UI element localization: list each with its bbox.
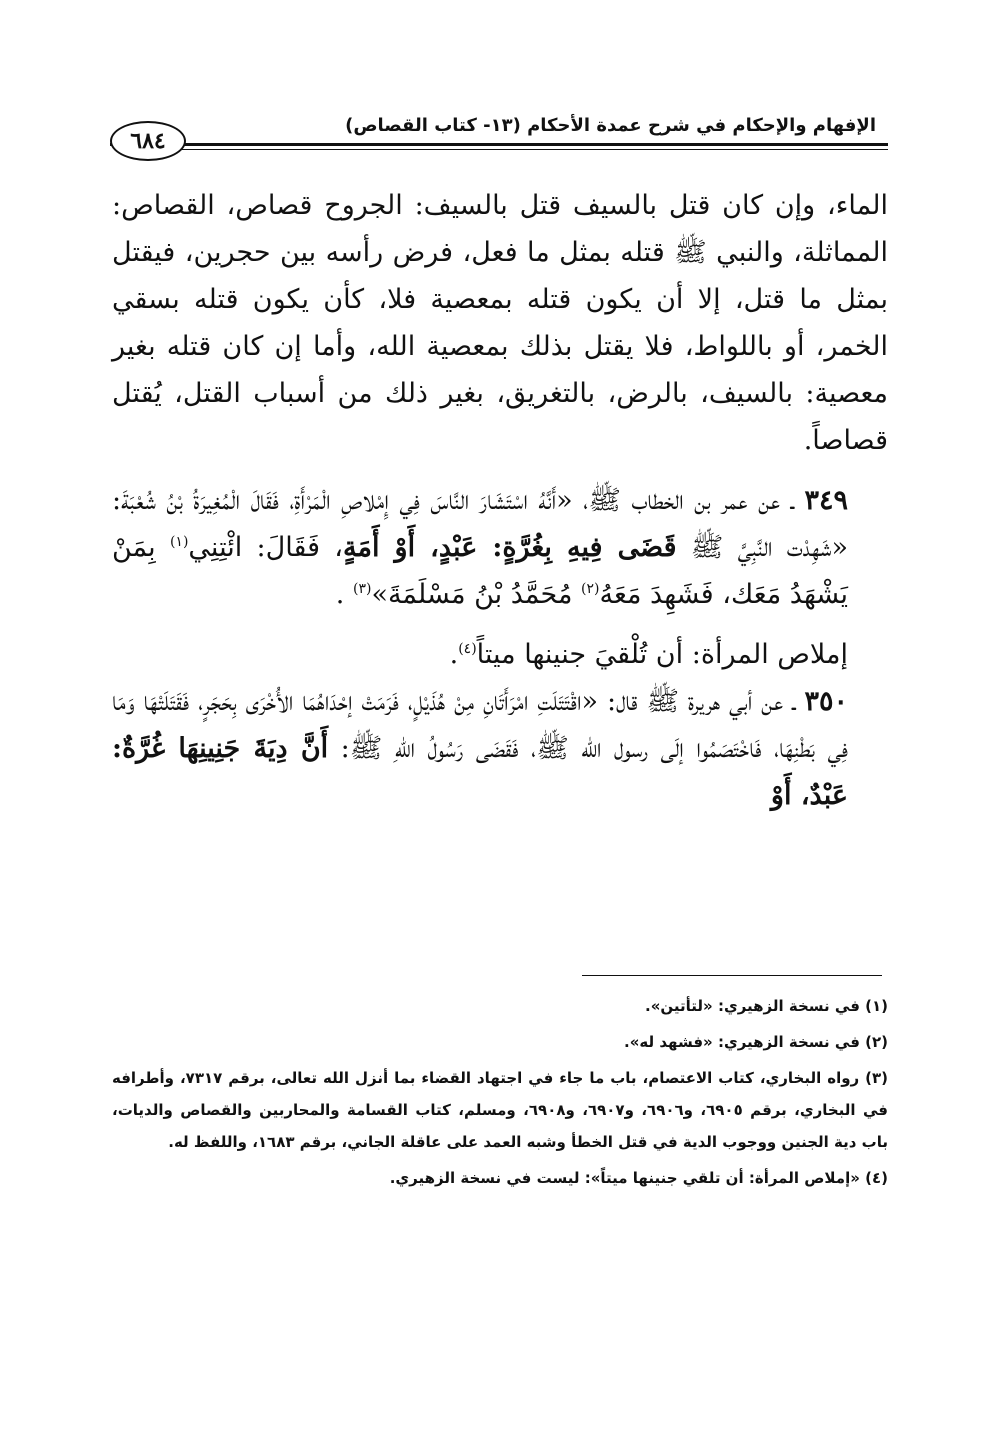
page-number: ٦٨٤ bbox=[110, 121, 186, 161]
footnote-2: (٢) في نسخة الزهيري: «فشهد له». bbox=[624, 1033, 888, 1051]
hadith-text: ، فَقَالَ: ائْتِنِي bbox=[188, 532, 343, 563]
note-text: إملاص المرأة: أن تُلْقيَ جنينها ميتاً bbox=[476, 639, 848, 670]
hadith-text: بِمَنْ يَشْهَدُ مَعَك، فَشَهِدَ مَعَهُ bbox=[112, 532, 848, 610]
hadith-emphasis: أَنَّ دِيَةَ جَنِينِهَا غُرَّةٌ: عَبْدٌ، أَوْ bbox=[112, 733, 848, 811]
hadith-number: ٣٤٩ bbox=[804, 485, 848, 516]
footnote-3: (٣) رواه البخاري، كتاب الاعتصام، باب ما جاء في اجتهاد القضاء بما أنزل الله تعالى، برقم ٧٣١٧، وأطرافه في البخاري، برقم ٦٩٠٥، و٦٩٠٦، و٦٩٠٧، و٦٩٠٨، ومسلم، كتاب القسامة والمحاربين والقصاص والديات، باب دية الجنين ووجوب الدية في قتل الخطأ وشبه العمد على عاقلة الجاني، برقم ١٦٨٣، واللفظ له. bbox=[112, 1069, 889, 1151]
hadith-350 bbox=[112, 678, 888, 819]
paragraph-commentary: الماء، وإن كان قتل بالسيف قتل بالسيف: الجروح قصاص، القصاص: المماثلة، والنبي ﷺ قتله بمثل ما فعل، فرض رأسه بين حجرين، فيقتل بمثل ما قتل، إلا أن يكون قتله بمعصية فلا، كأن يكون قتله بسقي الخمر، أو باللواط، فلا يقتل بذلك بمعصية الله، وأما إن كان قتله بغير معصية: بالسيف، بالرض، بالتغريق، بغير ذلك من أسباب القتل، يُقتل قصاصاً. bbox=[112, 190, 888, 456]
footnote-ref[interactable]: (١) bbox=[169, 534, 189, 550]
note-text: . bbox=[449, 639, 459, 670]
header-rule-thick bbox=[110, 143, 888, 146]
hadith-text: مُحَمَّدُ بْنُ مَسْلَمَةَ» bbox=[371, 579, 582, 610]
hadith-text: ـ عن أبي هريرة ﷺ قال: «اقْتَتَلَتِ امْرَأَتَانِ مِنْ هُذَيْلٍ، فَرَمَتْ إحْدَاهُمَا الأُخْرَى بِحَجَرٍ، فَقَتَلَتْهَا وَمَا فِي بَطْنِهَا، فَاخْتَصَمُوا إلَى رسول الله ﷺ، فَقَضَى رَسُولُ اللهِ ﷺ: bbox=[112, 686, 848, 764]
footnotes bbox=[112, 990, 888, 1198]
running-title: الإفهام والإحكام في شرح عمدة الأحكام (١٣- كتاب القصاص) bbox=[345, 115, 876, 136]
footnote-ref[interactable]: (٤) bbox=[458, 641, 477, 657]
main-text bbox=[112, 182, 888, 819]
footnote-1: (١) في نسخة الزهيري: «لتأتين». bbox=[645, 997, 888, 1015]
hadith-number: ٣٥٠ bbox=[804, 686, 848, 717]
footnote-separator bbox=[582, 975, 882, 976]
explanatory-note bbox=[112, 631, 888, 678]
hadith-text: ـ عن عمر بن الخطاب ﷺ، «أَنَّهُ اسْتَشَارَ النَّاسَ فِي إِمْلاصِ الْمَرْأَةِ، فَقَالَ الْمُغِيرَةُ بْنُ شُعْبَةَ: «شَهِدْت النَّبِيَّ ﷺ bbox=[112, 485, 848, 563]
page-header bbox=[110, 105, 888, 160]
hadith-text: . bbox=[335, 579, 353, 610]
hadith-emphasis: قَضَى فِيهِ بِغُرَّةٍ: عَبْدٍ، أَوْ أَمَةٍ bbox=[343, 532, 677, 563]
footnote-4: (٤) «إملاص المرأة: أن تلقي جنينها ميتاً»: ليست في نسخة الزهيري. bbox=[389, 1169, 888, 1187]
header-rule-thin bbox=[180, 149, 888, 150]
hadith-349 bbox=[112, 477, 888, 618]
footnote-ref[interactable]: (٣) bbox=[352, 581, 372, 597]
footnote-ref[interactable]: (٢) bbox=[581, 581, 600, 597]
